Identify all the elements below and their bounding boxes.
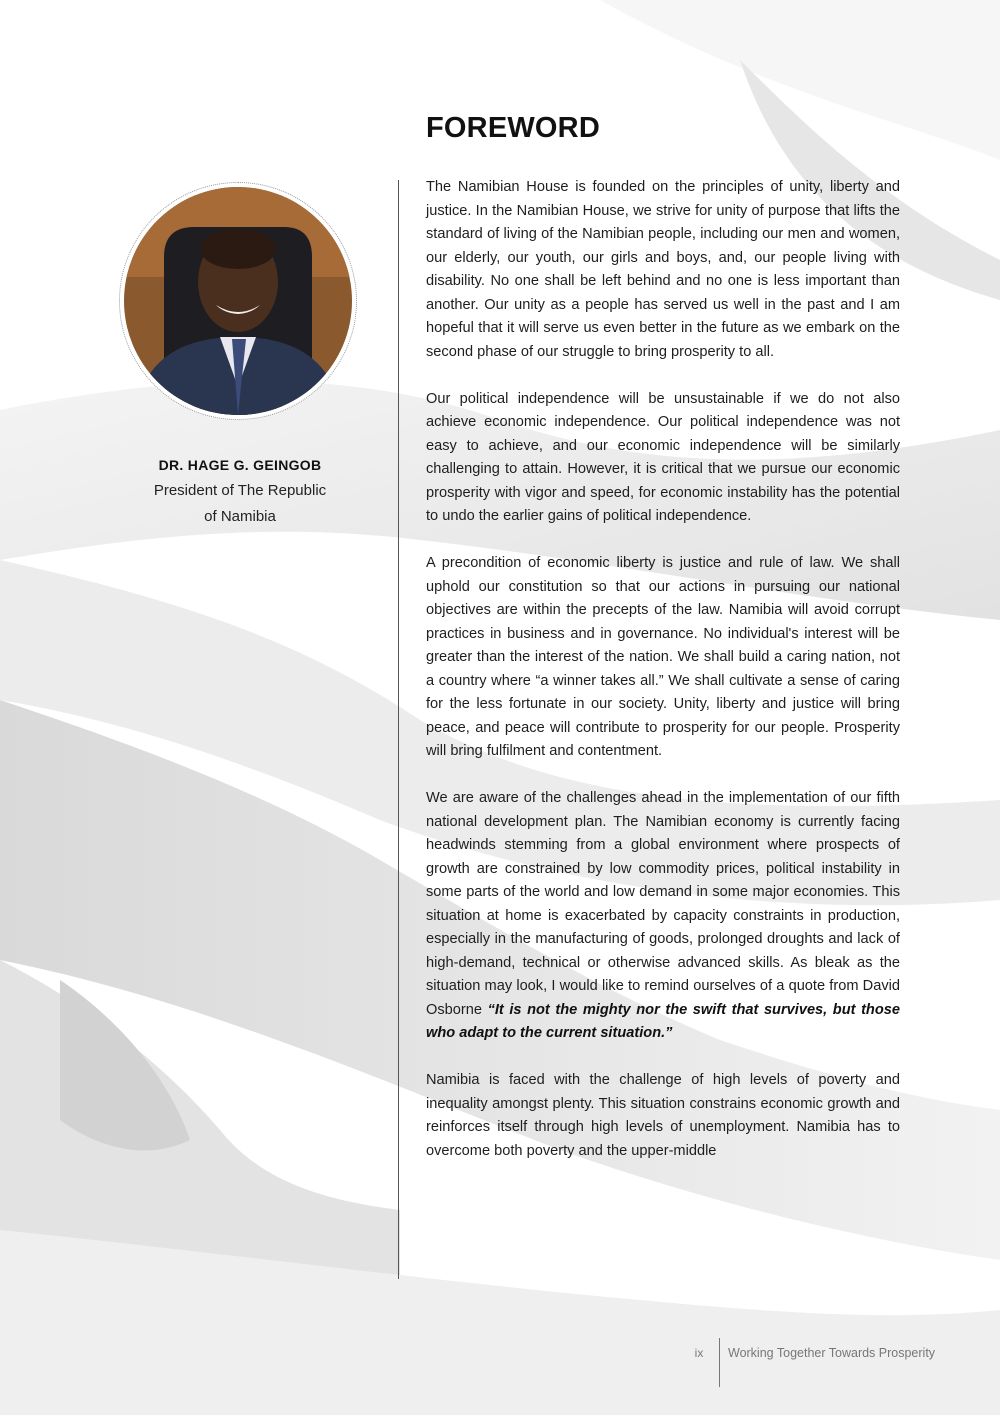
document-title: Working Together Towards Prosperity bbox=[728, 1346, 936, 1360]
paragraph: The Namibian House is founded on the principles of unity, liberty and justice. In the Namibian House, we strive for unity of purpose that lifts the standard of living of the Namibian people, including our men and women, our elderly, our youth, our girls and boys, and, our people living with disability. No one shall be left behind and no one is less important than another. Our unity as a people has served us well in the past and I am hopeful that it will serve us even better in the future as we embark on the second phase of our struggle to bring prosperity to all. bbox=[426, 179, 900, 360]
paragraph: A precondition of economic liberty is justice and rule of law. We shall uphold our constitution so that our actions in pursuing our national objectives are within the precepts of the law. Namibia will avoid corrupt practices in business and in governance. No individual's interest will be greater than the interest of the nation. We shall build a caring nation, not a country where “a winner takes all.” We shall cultivate a sense of caring for the less fortunate in our society. Unity, liberty and justice will bring peace, and peace will contribute to prosperity for our people. Prosperity will bring fulfilment and contentment. bbox=[426, 555, 900, 759]
paragraph: Our political independence will be unsustainable if we do not also achieve economic independence. Our political independence was not easy to achieve, and our economic independence will be similarly challenging to attain. However, it is critical that we pursue our economic prosperity with vigor and speed, for economic instability has the potential to undo the earlier gains of political independence. bbox=[426, 390, 900, 524]
author-name: DR. HAGE G. GEINGOB bbox=[158, 457, 322, 473]
page-footer bbox=[0, 1338, 1000, 1388]
portrait-photo bbox=[119, 182, 357, 420]
osborne-quote: “It is not the mighty nor the swift that survives, but those who adapt to the current situation.” bbox=[426, 1001, 900, 1041]
page-title: FOREWORD bbox=[426, 112, 600, 144]
author-role-line-1: President of The Republic bbox=[153, 482, 327, 499]
column-divider bbox=[398, 180, 399, 1279]
author-role-line-2: of Namibia bbox=[204, 508, 276, 525]
paragraph: Namibia is faced with the challenge of high levels of poverty and inequality amongst plenty. This situation constrains economic growth and reinforces itself through high levels of unemployment. Namibia has to overcome both poverty and the upper-middle bbox=[426, 1072, 900, 1159]
author-caption bbox=[120, 452, 360, 530]
foreword-body bbox=[426, 176, 900, 1187]
paragraph-with-quote bbox=[426, 787, 900, 1046]
portrait-illustration bbox=[124, 187, 352, 415]
footer-divider bbox=[719, 1338, 720, 1387]
page-number: ix bbox=[694, 1346, 704, 1360]
paragraph-text: We are aware of the challenges ahead in the implementation of our fifth national development plan. The Namibian economy is currently facing headwinds stemming from a global environment where prospects of growth are constrained by low commodity prices, political instability in some parts of the world and low demand in some major economies. This situation at home is exacerbated by capacity constraints in production, especially in the manufacturing of goods, prolonged droughts and lack of high-demand, technical or otherwise advanced skills. As bleak as the situation may look, I would like to remind ourselves of a quote from David Osborne bbox=[426, 790, 900, 1018]
